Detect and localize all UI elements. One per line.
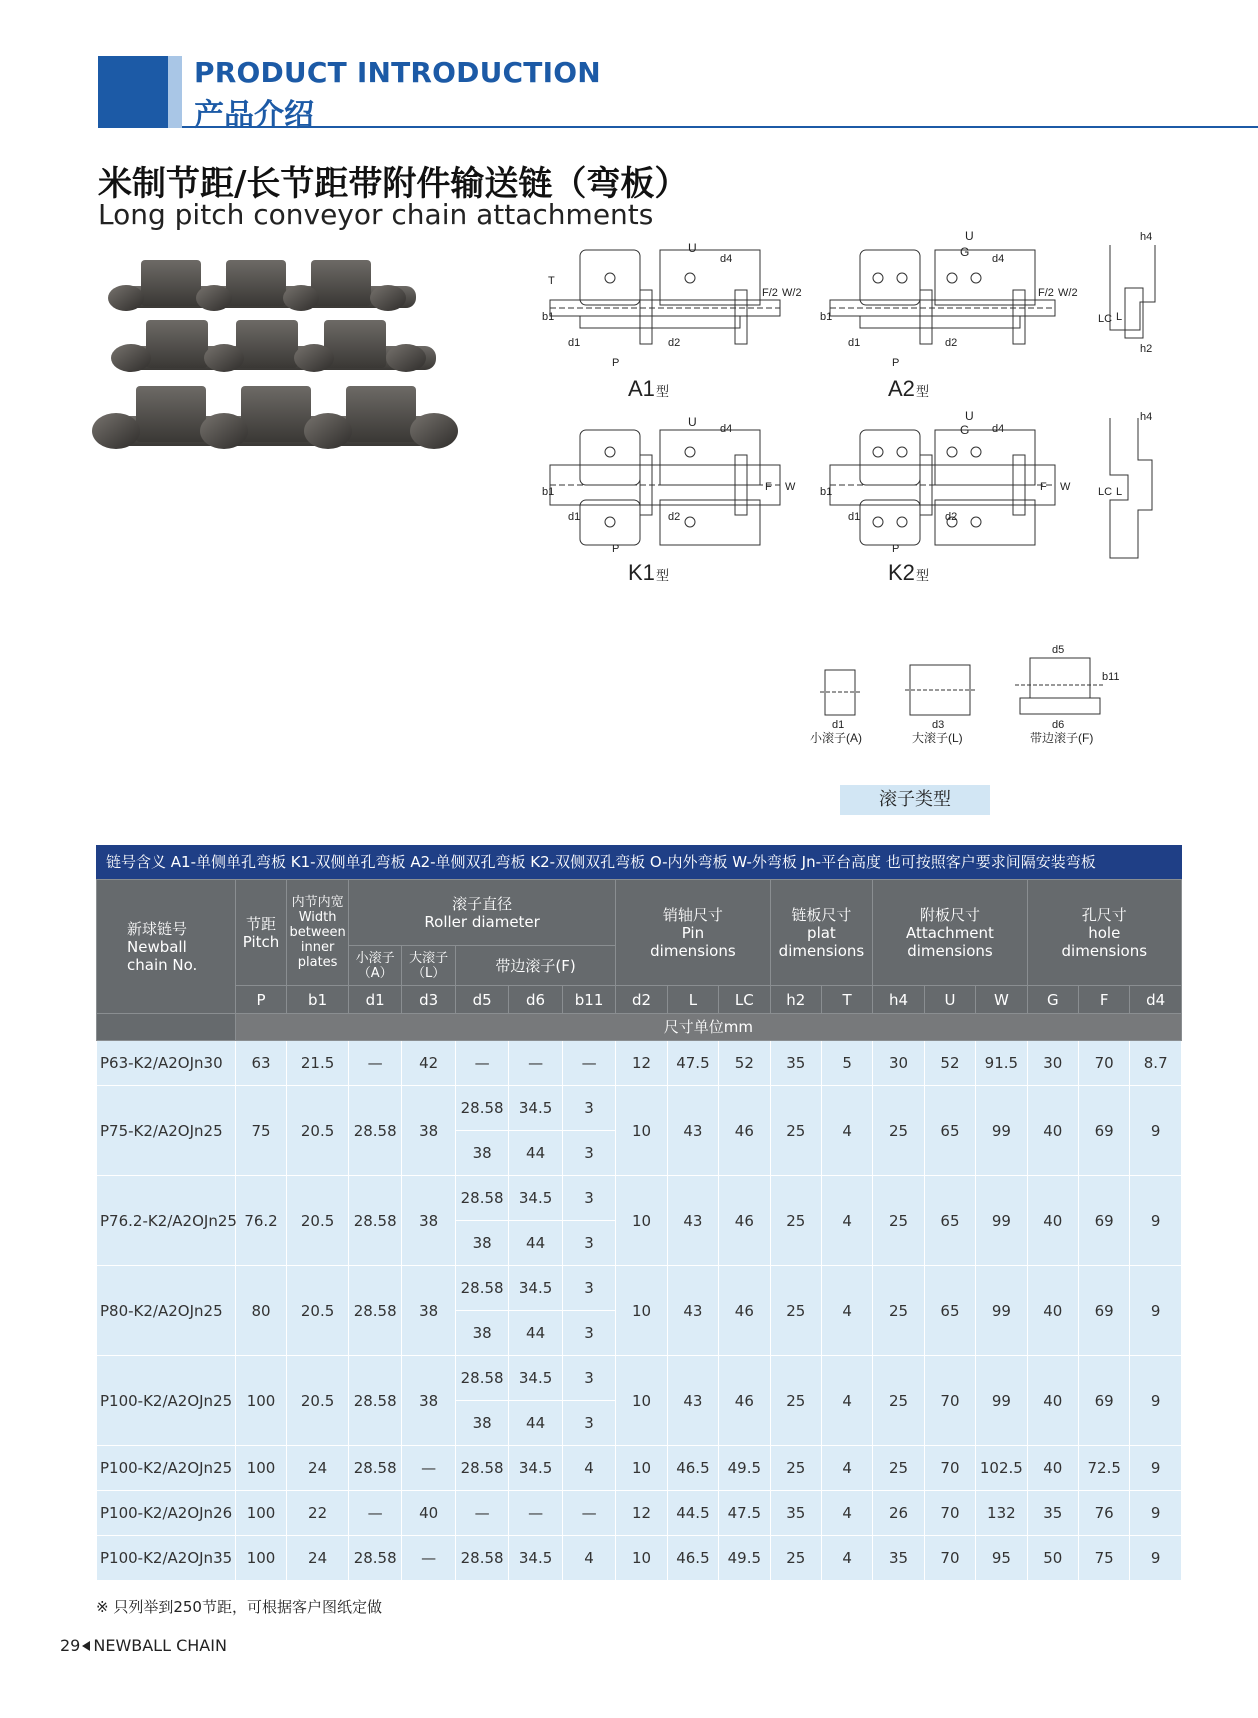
svg-text:b1: b1 bbox=[820, 311, 833, 323]
cell-flange-roller: 3 bbox=[562, 1086, 616, 1131]
footnote: ※ 只列举到250节距，可根据客户图纸定做 bbox=[96, 1598, 382, 1616]
cell-h4: 25 bbox=[873, 1086, 924, 1176]
diagram-side-bottom bbox=[1098, 411, 1152, 558]
svg-text:h4: h4 bbox=[1140, 411, 1153, 423]
header-symbol: d2 bbox=[616, 986, 667, 1014]
cell-f: 70 bbox=[1078, 1041, 1129, 1086]
svg-text:d1: d1 bbox=[832, 719, 845, 731]
cell-flange-roller: — bbox=[509, 1041, 562, 1086]
svg-text:d1: d1 bbox=[568, 511, 581, 523]
svg-text:d3: d3 bbox=[932, 719, 945, 731]
cell-t: 4 bbox=[821, 1176, 872, 1266]
cell-d1: 28.58 bbox=[348, 1356, 401, 1446]
table-row bbox=[97, 1176, 1182, 1221]
cell-flange-roller: — bbox=[562, 1491, 616, 1536]
cell-t: 4 bbox=[821, 1266, 872, 1356]
svg-text:W: W bbox=[785, 481, 796, 493]
svg-text:b11: b11 bbox=[1102, 671, 1120, 683]
svg-text:b1: b1 bbox=[542, 311, 555, 323]
cell-g: 30 bbox=[1027, 1041, 1078, 1086]
svg-text:d1: d1 bbox=[848, 511, 861, 523]
cell-d4: 9 bbox=[1130, 1266, 1182, 1356]
page-footer bbox=[60, 1636, 227, 1655]
cell-d4: 8.7 bbox=[1130, 1041, 1182, 1086]
cell-d4: 9 bbox=[1130, 1536, 1182, 1581]
cell-d3: 38 bbox=[402, 1086, 455, 1176]
cell-h4: 30 bbox=[873, 1041, 924, 1086]
cell-h2: 25 bbox=[770, 1536, 821, 1581]
header-chain-no: 新球链号 Newball chain No. bbox=[97, 880, 236, 1014]
cell-flange-roller: 3 bbox=[562, 1266, 616, 1311]
cell-g: 40 bbox=[1027, 1266, 1078, 1356]
svg-text:d4: d4 bbox=[720, 423, 733, 435]
cell-w: 91.5 bbox=[976, 1041, 1027, 1086]
table-row bbox=[97, 1536, 1182, 1581]
svg-text:d1: d1 bbox=[848, 337, 861, 349]
header-rule bbox=[182, 126, 1258, 128]
header-symbol-row bbox=[97, 986, 1182, 1014]
cell-g: 35 bbox=[1027, 1491, 1078, 1536]
cell-lc: 49.5 bbox=[719, 1446, 770, 1491]
svg-text:d2: d2 bbox=[668, 511, 681, 523]
header-pitch: 节距 Pitch bbox=[235, 880, 286, 986]
cell-d2: 10 bbox=[616, 1536, 667, 1581]
cell-d4: 9 bbox=[1130, 1176, 1182, 1266]
cell-flange-roller: 4 bbox=[562, 1446, 616, 1491]
table-row bbox=[97, 1041, 1182, 1086]
cell-b1: 21.5 bbox=[287, 1041, 349, 1086]
cell-d2: 10 bbox=[616, 1086, 667, 1176]
table-row bbox=[97, 1266, 1182, 1311]
roller-type-label: 滚子类型 bbox=[840, 785, 990, 815]
header-symbol: d1 bbox=[348, 986, 401, 1014]
chain-number-cell: P76.2-K2/A2OJn25 bbox=[97, 1176, 236, 1266]
header-accent-block bbox=[98, 56, 168, 128]
cell-flange-roller: 38 bbox=[455, 1311, 508, 1356]
cell-d2: 10 bbox=[616, 1176, 667, 1266]
svg-text:W/2: W/2 bbox=[782, 287, 802, 299]
cell-h2: 35 bbox=[770, 1491, 821, 1536]
cell-w: 99 bbox=[976, 1356, 1027, 1446]
cell-p: 100 bbox=[235, 1491, 286, 1536]
attachment-diagrams bbox=[520, 229, 1180, 760]
spec-table-grid bbox=[96, 879, 1182, 1581]
cell-lc: 46 bbox=[719, 1176, 770, 1266]
header-symbol: G bbox=[1027, 986, 1078, 1014]
cell-b1: 20.5 bbox=[287, 1176, 349, 1266]
cell-d2: 10 bbox=[616, 1446, 667, 1491]
diagram-k2 bbox=[820, 409, 1071, 585]
svg-text:d4: d4 bbox=[992, 423, 1005, 435]
svg-text:W: W bbox=[1060, 481, 1071, 493]
brand-name: NEWBALL CHAIN bbox=[93, 1636, 227, 1655]
svg-text:L: L bbox=[1116, 486, 1123, 498]
svg-text:A2: A2 bbox=[888, 376, 915, 401]
cell-l: 44.5 bbox=[667, 1491, 718, 1536]
cell-h4: 25 bbox=[873, 1176, 924, 1266]
header-symbol: T bbox=[821, 986, 872, 1014]
chain-number-cell: P63-K2/A2OJn30 bbox=[97, 1041, 236, 1086]
header-plate: 链板尺寸 plat dimensions bbox=[770, 880, 873, 986]
svg-text:F: F bbox=[765, 481, 772, 493]
svg-text:F/2: F/2 bbox=[1038, 287, 1054, 299]
header-symbol: h4 bbox=[873, 986, 924, 1014]
cell-t: 4 bbox=[821, 1536, 872, 1581]
cell-d3: — bbox=[402, 1446, 455, 1491]
cell-flange-roller: — bbox=[455, 1041, 508, 1086]
cell-l: 46.5 bbox=[667, 1536, 718, 1581]
table-body bbox=[97, 1041, 1182, 1581]
header-symbol: d3 bbox=[402, 986, 455, 1014]
cell-u: 65 bbox=[924, 1266, 975, 1356]
chain-number-cell: P80-K2/A2OJn25 bbox=[97, 1266, 236, 1356]
svg-text:d6: d6 bbox=[1052, 719, 1065, 731]
cell-g: 40 bbox=[1027, 1356, 1078, 1446]
svg-text:型: 型 bbox=[916, 384, 930, 399]
cell-flange-roller: 3 bbox=[562, 1221, 616, 1266]
header-symbol: b1 bbox=[287, 986, 349, 1014]
cell-u: 52 bbox=[924, 1041, 975, 1086]
cell-u: 70 bbox=[924, 1491, 975, 1536]
cell-u: 70 bbox=[924, 1356, 975, 1446]
svg-text:U: U bbox=[965, 409, 974, 423]
cell-l: 43 bbox=[667, 1266, 718, 1356]
cell-flange-roller: 3 bbox=[562, 1356, 616, 1401]
cell-t: 4 bbox=[821, 1086, 872, 1176]
cell-h4: 25 bbox=[873, 1266, 924, 1356]
cell-d4: 9 bbox=[1130, 1446, 1182, 1491]
svg-text:h2: h2 bbox=[1140, 343, 1153, 355]
svg-text:P: P bbox=[892, 357, 900, 369]
cell-l: 43 bbox=[667, 1176, 718, 1266]
cell-h2: 25 bbox=[770, 1356, 821, 1446]
cell-h2: 25 bbox=[770, 1446, 821, 1491]
left-triangle-icon bbox=[82, 1641, 90, 1651]
cell-flange-roller: — bbox=[455, 1491, 508, 1536]
cell-d1: — bbox=[348, 1041, 401, 1086]
cell-u: 65 bbox=[924, 1176, 975, 1266]
cell-lc: 46 bbox=[719, 1266, 770, 1356]
cell-flange-roller: — bbox=[562, 1041, 616, 1086]
cell-d4: 9 bbox=[1130, 1491, 1182, 1536]
cell-flange-roller: 44 bbox=[509, 1401, 562, 1446]
svg-text:U: U bbox=[965, 229, 974, 243]
cell-d4: 9 bbox=[1130, 1356, 1182, 1446]
header-accent-stripe bbox=[168, 56, 182, 128]
svg-text:d1: d1 bbox=[568, 337, 581, 349]
cell-d2: 10 bbox=[616, 1266, 667, 1356]
cell-g: 40 bbox=[1027, 1176, 1078, 1266]
page-title-cn: 米制节距/长节距带附件输送链（弯板） bbox=[98, 164, 689, 204]
cell-d1: 28.58 bbox=[348, 1536, 401, 1581]
cell-p: 75 bbox=[235, 1086, 286, 1176]
svg-text:d5: d5 bbox=[1052, 644, 1065, 656]
table-notice: 链号含义 A1-单侧单孔弯板 K1-双侧单孔弯板 A2-单侧双孔弯板 K2-双侧双孔弯板 O-内外弯板 W-外弯板 Jn-平台高度 也可按照客户要求间隔安装弯板 bbox=[96, 845, 1182, 879]
table-row bbox=[97, 1086, 1182, 1131]
cell-lc: 46 bbox=[719, 1356, 770, 1446]
cell-flange-roller: 28.58 bbox=[455, 1176, 508, 1221]
header-symbol: L bbox=[667, 986, 718, 1014]
cell-h4: 26 bbox=[873, 1491, 924, 1536]
svg-text:h4: h4 bbox=[1140, 231, 1153, 243]
cell-l: 43 bbox=[667, 1356, 718, 1446]
header-symbol: b11 bbox=[562, 986, 616, 1014]
cell-b1: 24 bbox=[287, 1536, 349, 1581]
cell-flange-roller: 3 bbox=[562, 1311, 616, 1356]
svg-text:F/2: F/2 bbox=[762, 287, 778, 299]
cell-d3: — bbox=[402, 1536, 455, 1581]
svg-text:G: G bbox=[960, 423, 970, 437]
section-title-en: PRODUCT INTRODUCTION bbox=[194, 56, 601, 89]
cell-f: 69 bbox=[1078, 1266, 1129, 1356]
svg-text:F: F bbox=[1040, 481, 1047, 493]
table-row bbox=[97, 1446, 1182, 1491]
cell-d1: 28.58 bbox=[348, 1176, 401, 1266]
svg-text:L: L bbox=[1116, 311, 1123, 323]
svg-text:G: G bbox=[960, 245, 970, 259]
svg-text:U: U bbox=[688, 241, 697, 255]
cell-flange-roller: — bbox=[509, 1491, 562, 1536]
cell-f: 69 bbox=[1078, 1086, 1129, 1176]
cell-d2: 12 bbox=[616, 1491, 667, 1536]
header-symbol: d5 bbox=[455, 986, 508, 1014]
svg-text:大滚子(L): 大滚子(L) bbox=[912, 731, 963, 745]
svg-text:P: P bbox=[612, 357, 620, 369]
header-small-roller: 小滚子 （A） bbox=[348, 946, 401, 986]
cell-t: 4 bbox=[821, 1356, 872, 1446]
cell-flange-roller: 3 bbox=[562, 1401, 616, 1446]
svg-text:K1: K1 bbox=[628, 560, 655, 585]
cell-d3: 40 bbox=[402, 1491, 455, 1536]
cell-h4: 25 bbox=[873, 1356, 924, 1446]
svg-text:LC: LC bbox=[1098, 313, 1113, 325]
header-symbol: d4 bbox=[1130, 986, 1182, 1014]
cell-p: 100 bbox=[235, 1536, 286, 1581]
chain-number-cell: P100-K2/A2OJn25 bbox=[97, 1446, 236, 1491]
svg-text:K2: K2 bbox=[888, 560, 915, 585]
table-row bbox=[97, 1491, 1182, 1536]
cell-p: 63 bbox=[235, 1041, 286, 1086]
svg-text:W/2: W/2 bbox=[1058, 287, 1078, 299]
svg-text:型: 型 bbox=[916, 568, 930, 583]
cell-d1: 28.58 bbox=[348, 1266, 401, 1356]
cell-flange-roller: 4 bbox=[562, 1536, 616, 1581]
cell-l: 47.5 bbox=[667, 1041, 718, 1086]
cell-d2: 10 bbox=[616, 1356, 667, 1446]
chain-number-cell: P100-K2/A2OJn25 bbox=[97, 1356, 236, 1446]
cell-t: 4 bbox=[821, 1446, 872, 1491]
roller-small-diagram bbox=[810, 670, 862, 745]
diagram-a2 bbox=[820, 229, 1078, 401]
header-width: 内节内宽 Width between inner plates bbox=[287, 880, 349, 986]
cell-flange-roller: 28.58 bbox=[455, 1266, 508, 1311]
cell-g: 40 bbox=[1027, 1086, 1078, 1176]
cell-flange-roller: 28.58 bbox=[455, 1446, 508, 1491]
cell-h2: 35 bbox=[770, 1041, 821, 1086]
cell-w: 132 bbox=[976, 1491, 1027, 1536]
spec-table bbox=[96, 845, 1182, 1581]
cell-g: 40 bbox=[1027, 1446, 1078, 1491]
svg-text:A1: A1 bbox=[628, 376, 655, 401]
cell-d3: 38 bbox=[402, 1266, 455, 1356]
cell-h4: 25 bbox=[873, 1446, 924, 1491]
header-symbol: P bbox=[235, 986, 286, 1014]
cell-d3: 42 bbox=[402, 1041, 455, 1086]
diagram-k1 bbox=[542, 415, 796, 585]
cell-flange-roller: 3 bbox=[562, 1131, 616, 1176]
svg-text:d2: d2 bbox=[945, 511, 958, 523]
cell-d3: 38 bbox=[402, 1356, 455, 1446]
header-hole: 孔尺寸 hole dimensions bbox=[1027, 880, 1181, 986]
svg-text:U: U bbox=[688, 415, 697, 429]
cell-h2: 25 bbox=[770, 1086, 821, 1176]
svg-text:小滚子(A): 小滚子(A) bbox=[810, 731, 862, 745]
svg-text:T: T bbox=[548, 275, 555, 287]
cell-d1: 28.58 bbox=[348, 1446, 401, 1491]
page-number: 29 bbox=[60, 1636, 81, 1655]
header-symbol: U bbox=[924, 986, 975, 1014]
svg-text:b1: b1 bbox=[820, 486, 833, 498]
cell-b1: 20.5 bbox=[287, 1356, 349, 1446]
svg-text:型: 型 bbox=[656, 384, 670, 399]
cell-d4: 9 bbox=[1130, 1086, 1182, 1176]
cell-u: 70 bbox=[924, 1446, 975, 1491]
table-row bbox=[97, 1356, 1182, 1401]
cell-f: 76 bbox=[1078, 1491, 1129, 1536]
cell-p: 100 bbox=[235, 1356, 286, 1446]
unit-label: 尺寸单位mm bbox=[235, 1014, 1181, 1041]
cell-lc: 46 bbox=[719, 1086, 770, 1176]
header-symbol: F bbox=[1078, 986, 1129, 1014]
cell-h2: 25 bbox=[770, 1176, 821, 1266]
page-title-en: Long pitch conveyor chain attachments bbox=[98, 198, 654, 231]
svg-text:b1: b1 bbox=[542, 486, 555, 498]
chain-number-cell: P75-K2/A2OJn25 bbox=[97, 1086, 236, 1176]
cell-b1: 22 bbox=[287, 1491, 349, 1536]
header-symbol: h2 bbox=[770, 986, 821, 1014]
cell-d1: — bbox=[348, 1491, 401, 1536]
cell-flange-roller: 44 bbox=[509, 1131, 562, 1176]
cell-flange-roller: 34.5 bbox=[509, 1536, 562, 1581]
cell-p: 76.2 bbox=[235, 1176, 286, 1266]
header-symbol: d6 bbox=[509, 986, 562, 1014]
svg-text:d4: d4 bbox=[992, 253, 1005, 265]
cell-flange-roller: 34.5 bbox=[509, 1266, 562, 1311]
cell-f: 69 bbox=[1078, 1356, 1129, 1446]
cell-d3: 38 bbox=[402, 1176, 455, 1266]
cell-flange-roller: 38 bbox=[455, 1131, 508, 1176]
cell-flange-roller: 28.58 bbox=[455, 1356, 508, 1401]
cell-l: 46.5 bbox=[667, 1446, 718, 1491]
section-title-cn: 产品介绍 bbox=[194, 98, 314, 133]
header-flange-roller: 带边滚子(F) bbox=[455, 946, 615, 986]
cell-f: 72.5 bbox=[1078, 1446, 1129, 1491]
cell-flange-roller: 34.5 bbox=[509, 1176, 562, 1221]
cell-l: 43 bbox=[667, 1086, 718, 1176]
cell-flange-roller: 38 bbox=[455, 1401, 508, 1446]
cell-lc: 52 bbox=[719, 1041, 770, 1086]
header-unit-row bbox=[97, 1014, 1182, 1041]
cell-u: 70 bbox=[924, 1536, 975, 1581]
cell-h4: 35 bbox=[873, 1536, 924, 1581]
svg-text:d2: d2 bbox=[668, 337, 681, 349]
cell-w: 99 bbox=[976, 1266, 1027, 1356]
cell-flange-roller: 28.58 bbox=[455, 1086, 508, 1131]
cell-w: 95 bbox=[976, 1536, 1027, 1581]
svg-text:d4: d4 bbox=[720, 253, 733, 265]
cell-f: 69 bbox=[1078, 1176, 1129, 1266]
cell-f: 75 bbox=[1078, 1536, 1129, 1581]
cell-g: 50 bbox=[1027, 1536, 1078, 1581]
cell-flange-roller: 44 bbox=[509, 1311, 562, 1356]
cell-flange-roller: 38 bbox=[455, 1221, 508, 1266]
cell-flange-roller: 34.5 bbox=[509, 1086, 562, 1131]
cell-d1: 28.58 bbox=[348, 1086, 401, 1176]
header-symbol: LC bbox=[719, 986, 770, 1014]
diagram-side-top bbox=[1098, 231, 1155, 355]
diagram-a1 bbox=[542, 241, 802, 401]
cell-b1: 20.5 bbox=[287, 1266, 349, 1356]
cell-lc: 47.5 bbox=[719, 1491, 770, 1536]
cell-t: 5 bbox=[821, 1041, 872, 1086]
cell-h2: 25 bbox=[770, 1266, 821, 1356]
header-pin: 销轴尺寸 Pin dimensions bbox=[616, 880, 770, 986]
cell-flange-roller: 34.5 bbox=[509, 1446, 562, 1491]
cell-lc: 49.5 bbox=[719, 1536, 770, 1581]
cell-flange-roller: 44 bbox=[509, 1221, 562, 1266]
chain-number-cell: P100-K2/A2OJn26 bbox=[97, 1491, 236, 1536]
chain-product-photo bbox=[96, 258, 486, 498]
header-attachment: 附板尺寸 Attachment dimensions bbox=[873, 880, 1027, 986]
cell-flange-roller: 34.5 bbox=[509, 1356, 562, 1401]
cell-t: 4 bbox=[821, 1491, 872, 1536]
header-large-roller: 大滚子 （L） bbox=[402, 946, 455, 986]
cell-flange-roller: 28.58 bbox=[455, 1536, 508, 1581]
chain-number-cell: P100-K2/A2OJn35 bbox=[97, 1536, 236, 1581]
svg-text:带边滚子(F): 带边滚子(F) bbox=[1030, 731, 1094, 745]
cell-d2: 12 bbox=[616, 1041, 667, 1086]
cell-w: 99 bbox=[976, 1086, 1027, 1176]
cell-u: 65 bbox=[924, 1086, 975, 1176]
cell-flange-roller: 3 bbox=[562, 1176, 616, 1221]
roller-large-diagram bbox=[905, 665, 975, 745]
svg-text:P: P bbox=[612, 543, 620, 555]
svg-text:型: 型 bbox=[656, 568, 670, 583]
cell-w: 99 bbox=[976, 1176, 1027, 1266]
roller-flange-diagram bbox=[1015, 644, 1120, 745]
cell-w: 102.5 bbox=[976, 1446, 1027, 1491]
header-roller: 滚子直径 Roller diameter bbox=[348, 880, 615, 946]
cell-p: 100 bbox=[235, 1446, 286, 1491]
svg-text:LC: LC bbox=[1098, 486, 1113, 498]
svg-text:d2: d2 bbox=[945, 337, 958, 349]
cell-b1: 20.5 bbox=[287, 1086, 349, 1176]
svg-text:P: P bbox=[892, 543, 900, 555]
cell-p: 80 bbox=[235, 1266, 286, 1356]
cell-b1: 24 bbox=[287, 1446, 349, 1491]
header-symbol: W bbox=[976, 986, 1027, 1014]
